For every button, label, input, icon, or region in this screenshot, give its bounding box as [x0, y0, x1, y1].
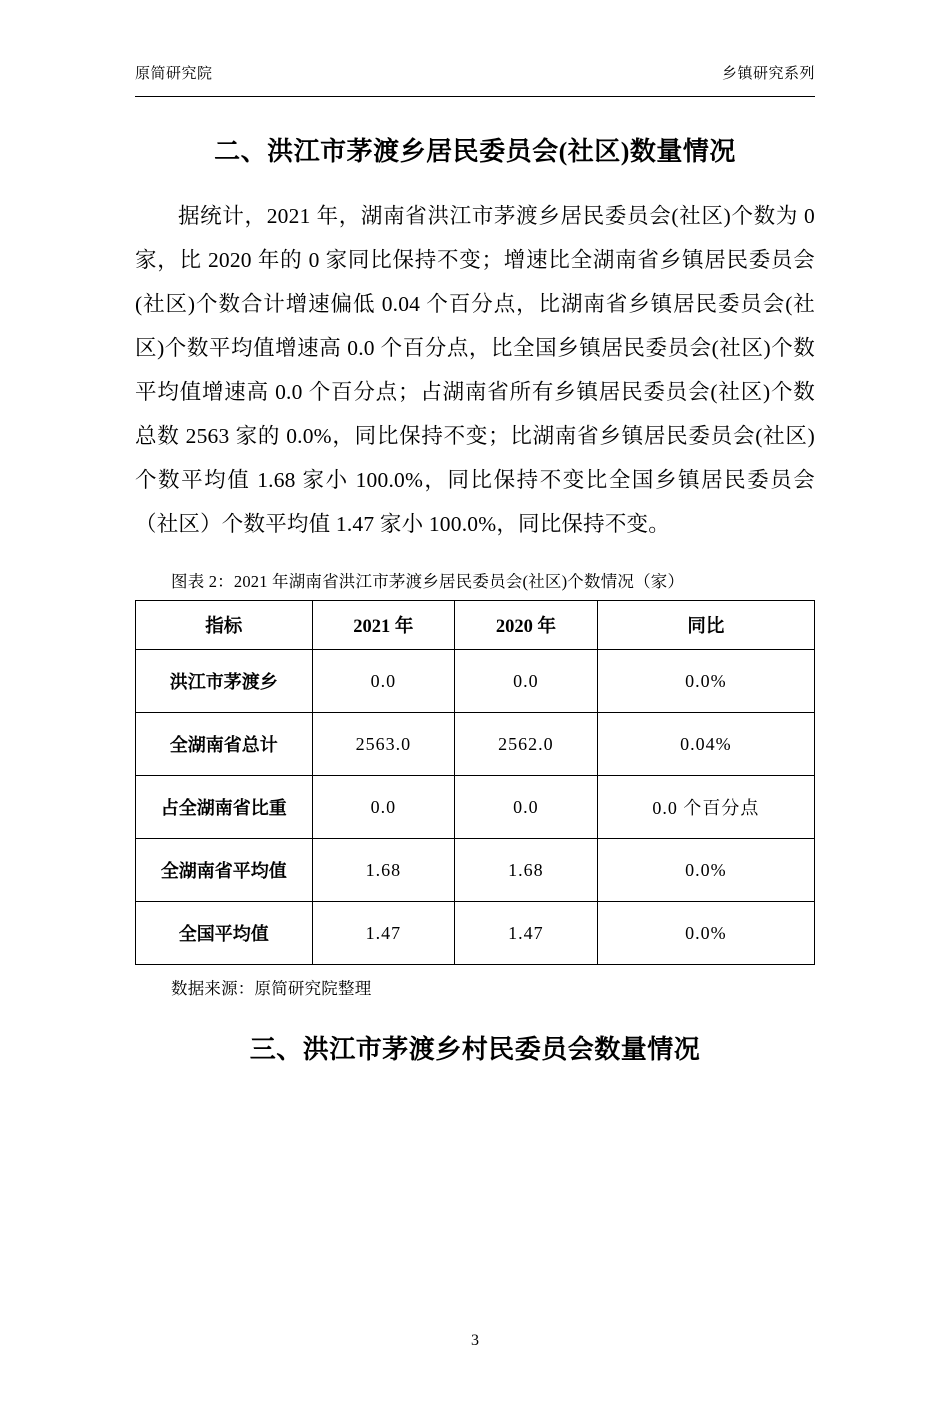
table-col-header-2020: 2020 年: [455, 601, 598, 650]
row-value-2021: 1.47: [312, 902, 455, 965]
row-value-yoy: 0.0%: [597, 839, 814, 902]
table-col-header-2021: 2021 年: [312, 601, 455, 650]
row-value-2020: 1.47: [455, 902, 598, 965]
data-source-note: 数据来源：原简研究院整理: [171, 979, 372, 998]
table-row: [136, 839, 815, 902]
row-value-2020: 1.68: [455, 839, 598, 902]
row-label: 洪江市茅渡乡: [136, 650, 313, 713]
page-header: [135, 62, 815, 97]
row-label: 全湖南省总计: [136, 713, 313, 776]
table-row: [136, 650, 815, 713]
section-2-paragraph: 据统计，2021 年，湖南省洪江市茅渡乡居民委员会(社区)个数为 0 家，比 2020 年的 0 家同比保持不变；增速比全湖南省乡镇居民委员会(社区)个数合计增速偏低 0.04 个百分点，比湖南省乡镇居民委员会(社区)个数平均值增速高 0.0 个百分点，比全国乡镇居民委员会(社区)个数平均值增速高 0.0 个百分点；占湖南省所有乡镇居民委员会(社区)个数总数 2563 家的 0.0%，同比保持不变；比湖南省乡镇居民委员会(社区)个数平均值 1.68 家小 100.0%，同比保持不变比全国乡镇居民委员会（社区）个数平均值 1.47 家小 100.0%，同比保持不变。: [135, 204, 815, 536]
data-table: [135, 600, 815, 965]
table-caption: 图表 2：2021 年湖南省洪江市茅渡乡居民委员会(社区)个数情况（家）: [171, 572, 685, 591]
document-page: [0, 62, 950, 1406]
table-row: [136, 713, 815, 776]
row-label: 全湖南省平均值: [136, 839, 313, 902]
section-heading-2: 二、洪江市茅渡乡居民委员会(社区)数量情况: [214, 137, 736, 166]
row-value-yoy: 0.0%: [597, 650, 814, 713]
row-value-2020: 0.0: [455, 776, 598, 839]
header-left-text: 原简研究院: [135, 65, 213, 82]
row-value-2021: 1.68: [312, 839, 455, 902]
row-label: 全国平均值: [136, 902, 313, 965]
header-right-text: 乡镇研究系列: [721, 65, 815, 82]
table-row: [136, 902, 815, 965]
page-number: 3: [471, 1332, 479, 1349]
row-label: 占全湖南省比重: [136, 776, 313, 839]
row-value-2021: 0.0: [312, 776, 455, 839]
row-value-2021: 2563.0: [312, 713, 455, 776]
table-header-row: [136, 601, 815, 650]
row-value-2021: 0.0: [312, 650, 455, 713]
section-heading-3: 三、洪江市茅渡乡村民委员会数量情况: [249, 1035, 701, 1064]
table-col-header-indicator: 指标: [136, 601, 313, 650]
table-col-header-yoy: 同比: [597, 601, 814, 650]
row-value-2020: 0.0: [455, 650, 598, 713]
row-value-yoy: 0.0 个百分点: [597, 776, 814, 839]
row-value-yoy: 0.0%: [597, 902, 814, 965]
table-row: [136, 776, 815, 839]
row-value-2020: 2562.0: [455, 713, 598, 776]
row-value-yoy: 0.04%: [597, 713, 814, 776]
